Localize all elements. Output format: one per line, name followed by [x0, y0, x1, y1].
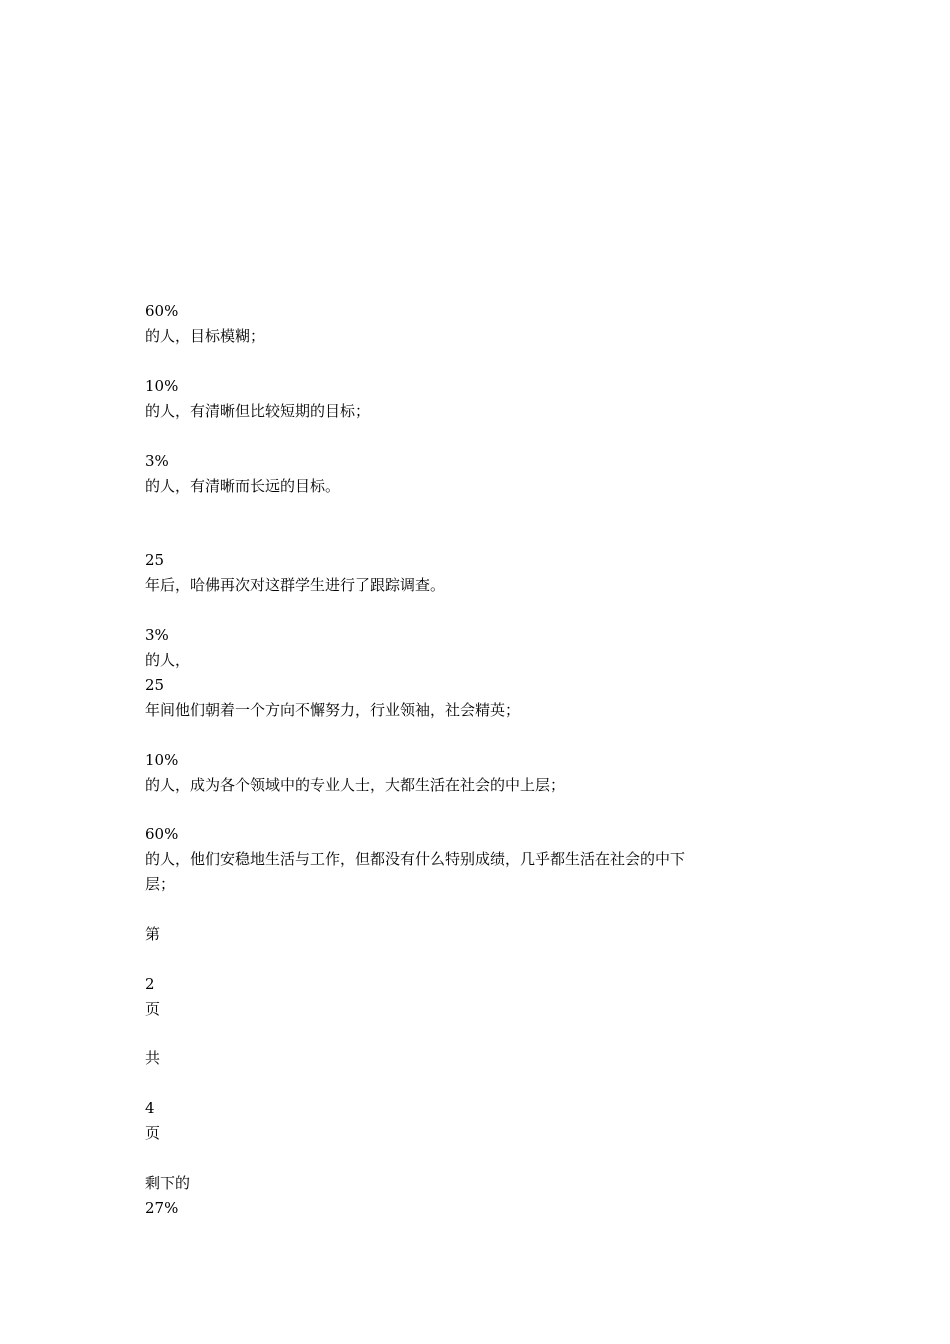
- page-number-label: 页: [145, 1124, 161, 1142]
- text-line: 3%: [145, 452, 169, 470]
- page-number-label: 页: [145, 1000, 161, 1018]
- text-line: 60%: [145, 302, 179, 320]
- page-number-label: 4: [145, 1099, 155, 1117]
- text-line: 剩下的: [145, 1174, 191, 1192]
- text-line: 27%: [145, 1199, 179, 1217]
- text-line: 10%: [145, 751, 179, 769]
- text-line: 60%: [145, 825, 179, 843]
- text-line: 25: [145, 676, 165, 694]
- text-line: 的人，目标模糊；: [145, 327, 266, 345]
- text-line: 的人，: [145, 651, 191, 669]
- text-line: 10%: [145, 377, 179, 395]
- text-line: 3%: [145, 626, 169, 644]
- text-line: 年间他们朝着一个方向不懈努力，行业领袖，社会精英；: [145, 701, 521, 719]
- text-line: 层；: [145, 875, 176, 893]
- text-line: 的人，成为各个领域中的专业人士，大都生活在社会的中上层；: [145, 776, 566, 794]
- page-number-label: 2: [145, 975, 155, 993]
- page-number-label: 第: [145, 925, 161, 943]
- text-line: 的人，有清晰但比较短期的目标；: [145, 402, 371, 420]
- text-line: 25: [145, 551, 165, 569]
- text-line: 年后，哈佛再次对这群学生进行了跟踪调查。: [145, 576, 446, 594]
- text-line: 的人，他们安稳地生活与工作，但都没有什么特别成绩，几乎都生活在社会的中下: [145, 850, 686, 868]
- page-number-label: 共: [145, 1049, 161, 1067]
- text-line: 的人，有清晰而长远的目标。: [145, 477, 341, 495]
